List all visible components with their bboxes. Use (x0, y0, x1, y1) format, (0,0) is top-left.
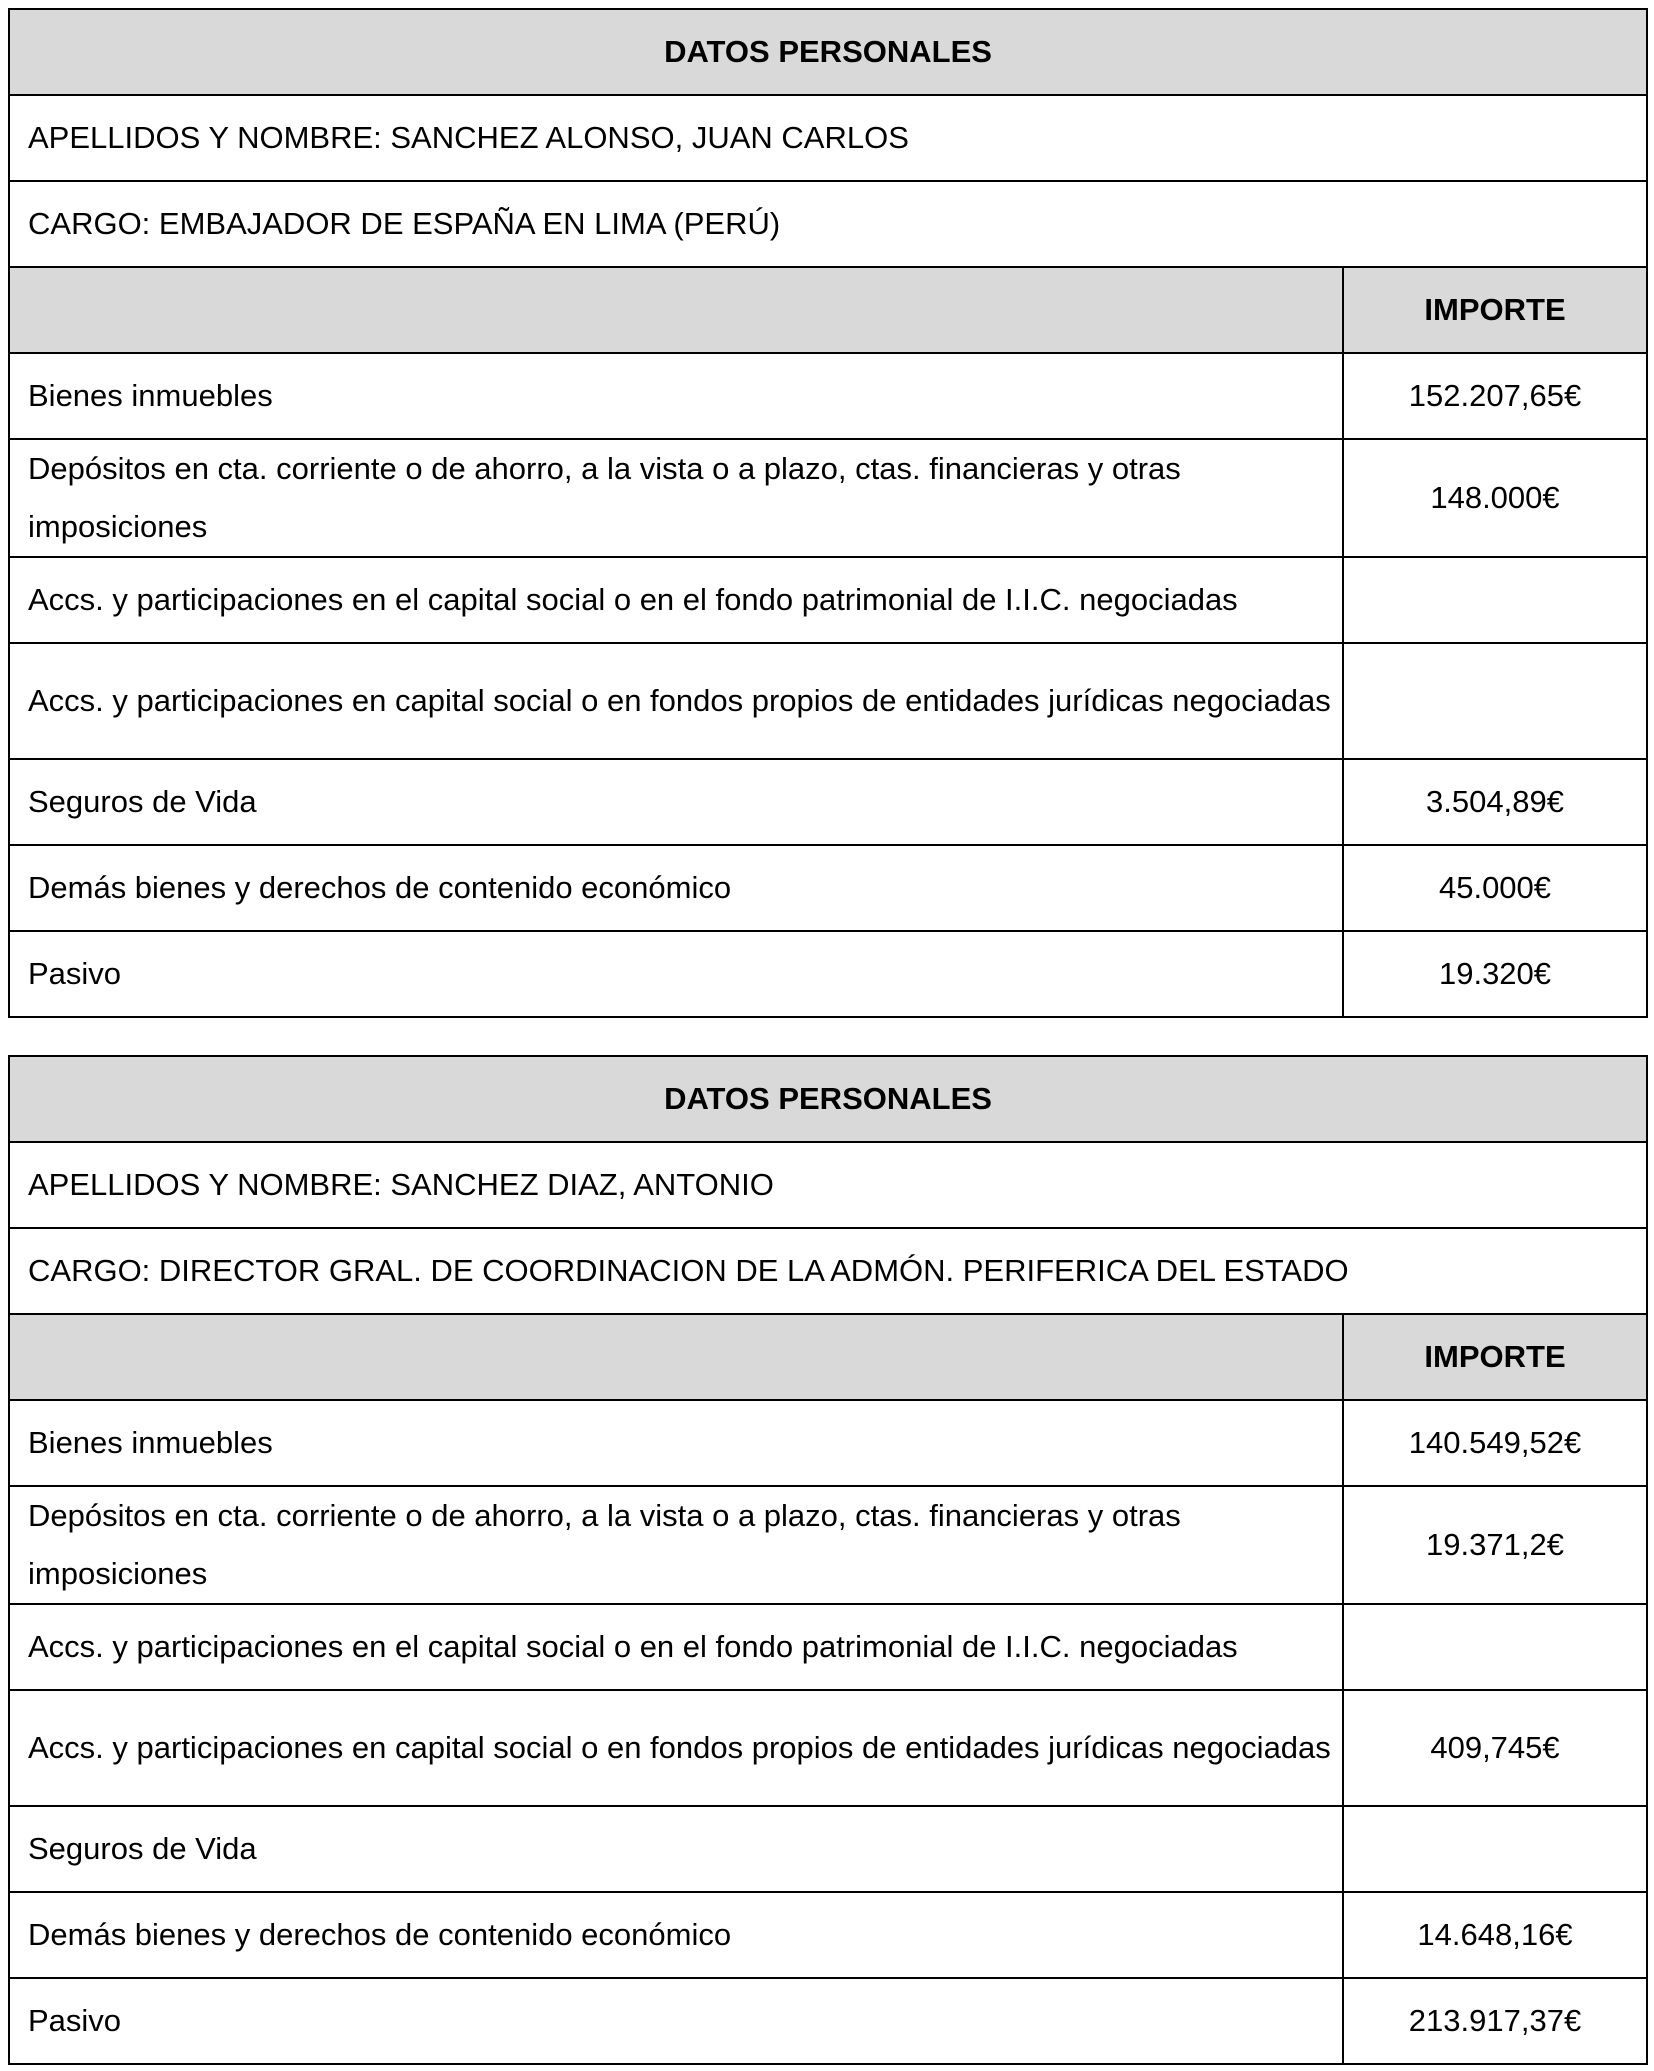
item-value (1343, 1806, 1647, 1892)
item-label: Bienes inmuebles (9, 1400, 1343, 1486)
item-value: 213.917,37€ (1343, 1978, 1647, 2064)
blank-header-cell (9, 1314, 1343, 1400)
table-row (9, 1486, 1647, 1604)
section-title: DATOS PERSONALES (9, 1056, 1647, 1142)
item-value (1343, 1604, 1647, 1690)
name-line: APELLIDOS Y NOMBRE: SANCHEZ ALONSO, JUAN CARLOS (9, 95, 1647, 181)
item-value: 152.207,65€ (1343, 353, 1647, 439)
table-row (9, 931, 1647, 1017)
item-label: Bienes inmuebles (9, 353, 1343, 439)
table-row (9, 1978, 1647, 2064)
item-value: 409,745€ (1343, 1690, 1647, 1806)
item-label: Accs. y participaciones en capital social o en fondos propios de entidades jurídicas negociadas (9, 1690, 1343, 1806)
item-label: Pasivo (9, 1978, 1343, 2064)
item-value: 19.320€ (1343, 931, 1647, 1017)
item-label: Seguros de Vida (9, 1806, 1343, 1892)
table-row (9, 1690, 1647, 1806)
table-row (9, 845, 1647, 931)
item-label: Accs. y participaciones en capital social o en fondos propios de entidades jurídicas negociadas (9, 643, 1343, 759)
table-row (9, 759, 1647, 845)
item-label: Seguros de Vida (9, 759, 1343, 845)
table-row (9, 643, 1647, 759)
table-row (9, 1400, 1647, 1486)
item-value (1343, 557, 1647, 643)
table-row (9, 557, 1647, 643)
table-row (9, 439, 1647, 557)
item-label: Demás bienes y derechos de contenido económico (9, 1892, 1343, 1978)
cargo-line: CARGO: DIRECTOR GRAL. DE COORDINACION DE LA ADMÓN. PERIFERICA DEL ESTADO (9, 1228, 1647, 1314)
item-label: Depósitos en cta. corriente o de ahorro, a la vista o a plazo, ctas. financieras y otras imposiciones (9, 1486, 1343, 1604)
amount-header: IMPORTE (1343, 267, 1647, 353)
item-value: 3.504,89€ (1343, 759, 1647, 845)
item-value: 19.371,2€ (1343, 1486, 1647, 1604)
item-label: Depósitos en cta. corriente o de ahorro, a la vista o a plazo, ctas. financieras y otras imposiciones (9, 439, 1343, 557)
declaration-table (8, 1055, 1648, 2065)
declaration-table (8, 8, 1648, 1018)
name-line: APELLIDOS Y NOMBRE: SANCHEZ DIAZ, ANTONIO (9, 1142, 1647, 1228)
cargo-line: CARGO: EMBAJADOR DE ESPAÑA EN LIMA (PERÚ) (9, 181, 1647, 267)
item-value: 14.648,16€ (1343, 1892, 1647, 1978)
amount-header: IMPORTE (1343, 1314, 1647, 1400)
item-value: 140.549,52€ (1343, 1400, 1647, 1486)
table-row (9, 353, 1647, 439)
item-label: Pasivo (9, 931, 1343, 1017)
table-row (9, 1892, 1647, 1978)
blank-header-cell (9, 267, 1343, 353)
item-label: Demás bienes y derechos de contenido económico (9, 845, 1343, 931)
item-value (1343, 643, 1647, 759)
item-value: 45.000€ (1343, 845, 1647, 931)
item-label: Accs. y participaciones en el capital social o en el fondo patrimonial de I.I.C. negociadas (9, 1604, 1343, 1690)
section-title: DATOS PERSONALES (9, 9, 1647, 95)
item-value: 148.000€ (1343, 439, 1647, 557)
table-row (9, 1604, 1647, 1690)
item-label: Accs. y participaciones en el capital social o en el fondo patrimonial de I.I.C. negociadas (9, 557, 1343, 643)
table-row (9, 1806, 1647, 1892)
